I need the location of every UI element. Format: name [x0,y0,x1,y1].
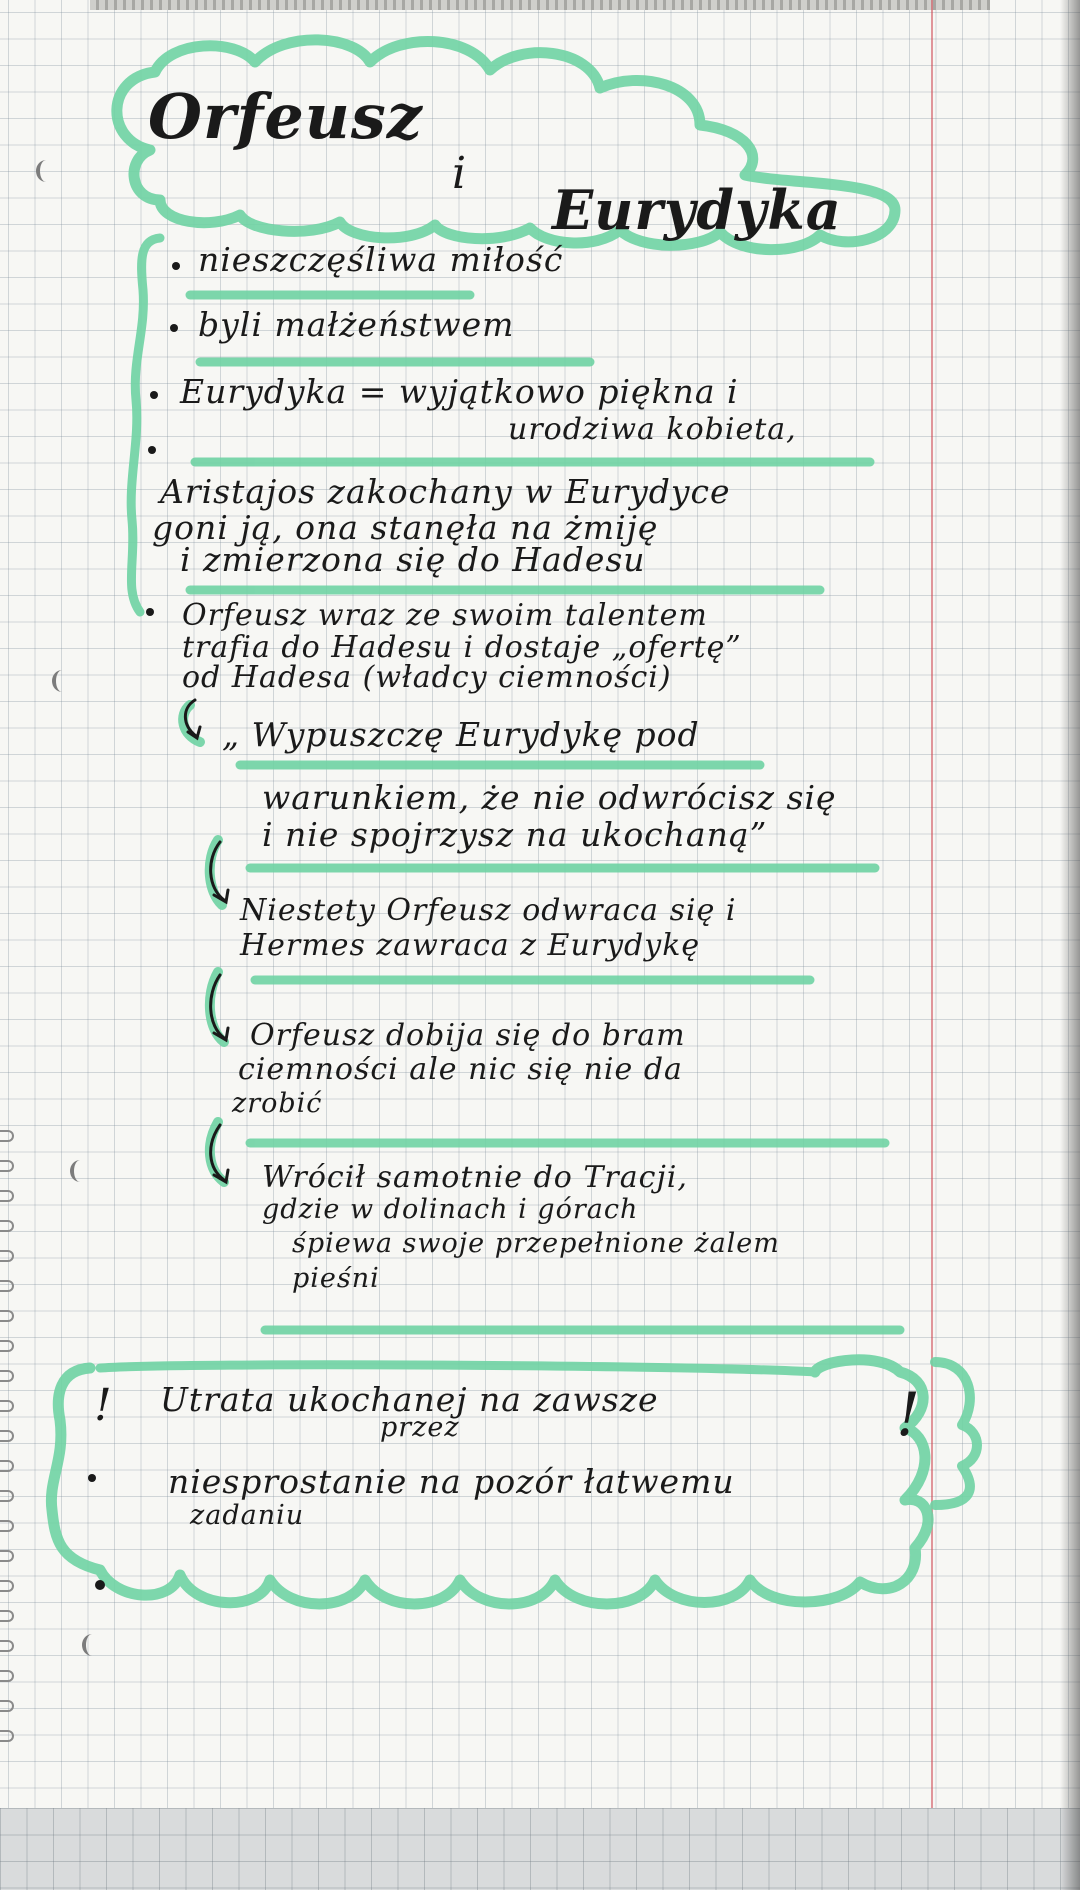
event-line: zrobić [232,1088,323,1119]
arrow-icon [185,700,196,736]
quote-line: „ Wypuszczę Eurydykę pod [222,715,700,754]
bullet-text: byli małżeństwem [198,305,515,344]
event-line: Orfeusz dobija się do bram [250,1018,686,1053]
event-line: Wrócił samotnie do Tracji, [262,1160,688,1195]
bullet-dot [150,391,158,399]
bullet-dot [172,262,180,270]
exclamation-mark: ! [94,1380,113,1431]
conclusion-line: przez [380,1412,460,1443]
bullet-dot [88,1474,96,1482]
conclusion-line: Utrata ukochanej na zawsze [160,1380,659,1419]
quote-line: i nie spojrzysz na ukochaną” [262,815,768,854]
orfeusz-line: trafia do Hadesu i dostaje „ofertę” [182,630,742,665]
title-word-orfeusz: Orfeusz [148,80,423,153]
orfeusz-line: od Hadesa (władcy ciemności) [182,660,672,695]
arrow-icon [211,975,224,1038]
title-word-eurydyka: Eurydyka [552,178,842,242]
paragraph-line: i zmierzona się do Hadesu [180,540,646,579]
bullet-text: urodziwa kobieta, [508,412,797,447]
quote-line: warunkiem, że nie odwrócisz się [262,778,837,817]
bullet-text: Eurydyka = wyjątkowo piękna i [180,372,739,411]
event-line: śpiewa swoje przepełnione żalem [292,1228,780,1259]
exclamation-mark: ! [896,1380,922,1450]
bullet-dot [170,324,178,332]
event-line: gdzie w dolinach i górach [262,1194,639,1225]
event-line: Hermes zawraca z Eurydykę [240,928,701,963]
bullet-dot [146,608,154,616]
paragraph-line: goni ją, ona stanęła na żmiję [152,508,659,547]
arrow-icon [211,1125,224,1180]
event-line: pieśni [292,1263,380,1294]
paragraph-line: Aristajos zakochany w Eurydyce [160,472,731,511]
bullet-dot [148,446,156,454]
bullet-dot [95,1580,105,1590]
conclusion-line: zadaniu [190,1500,305,1531]
conclusion-line: niesprostanie na pozór łatwemu [168,1462,735,1501]
event-line: ciemności ale nic się nie da [238,1052,683,1087]
orfeusz-line: Orfeusz wraz ze swoim talentem [182,598,708,633]
bullet-text: nieszczęśliwa miłość [198,240,564,279]
event-line: Niestety Orfeusz odwraca się i [240,893,737,928]
title-conjunction: i [452,148,468,199]
arrow-icon [211,842,224,900]
